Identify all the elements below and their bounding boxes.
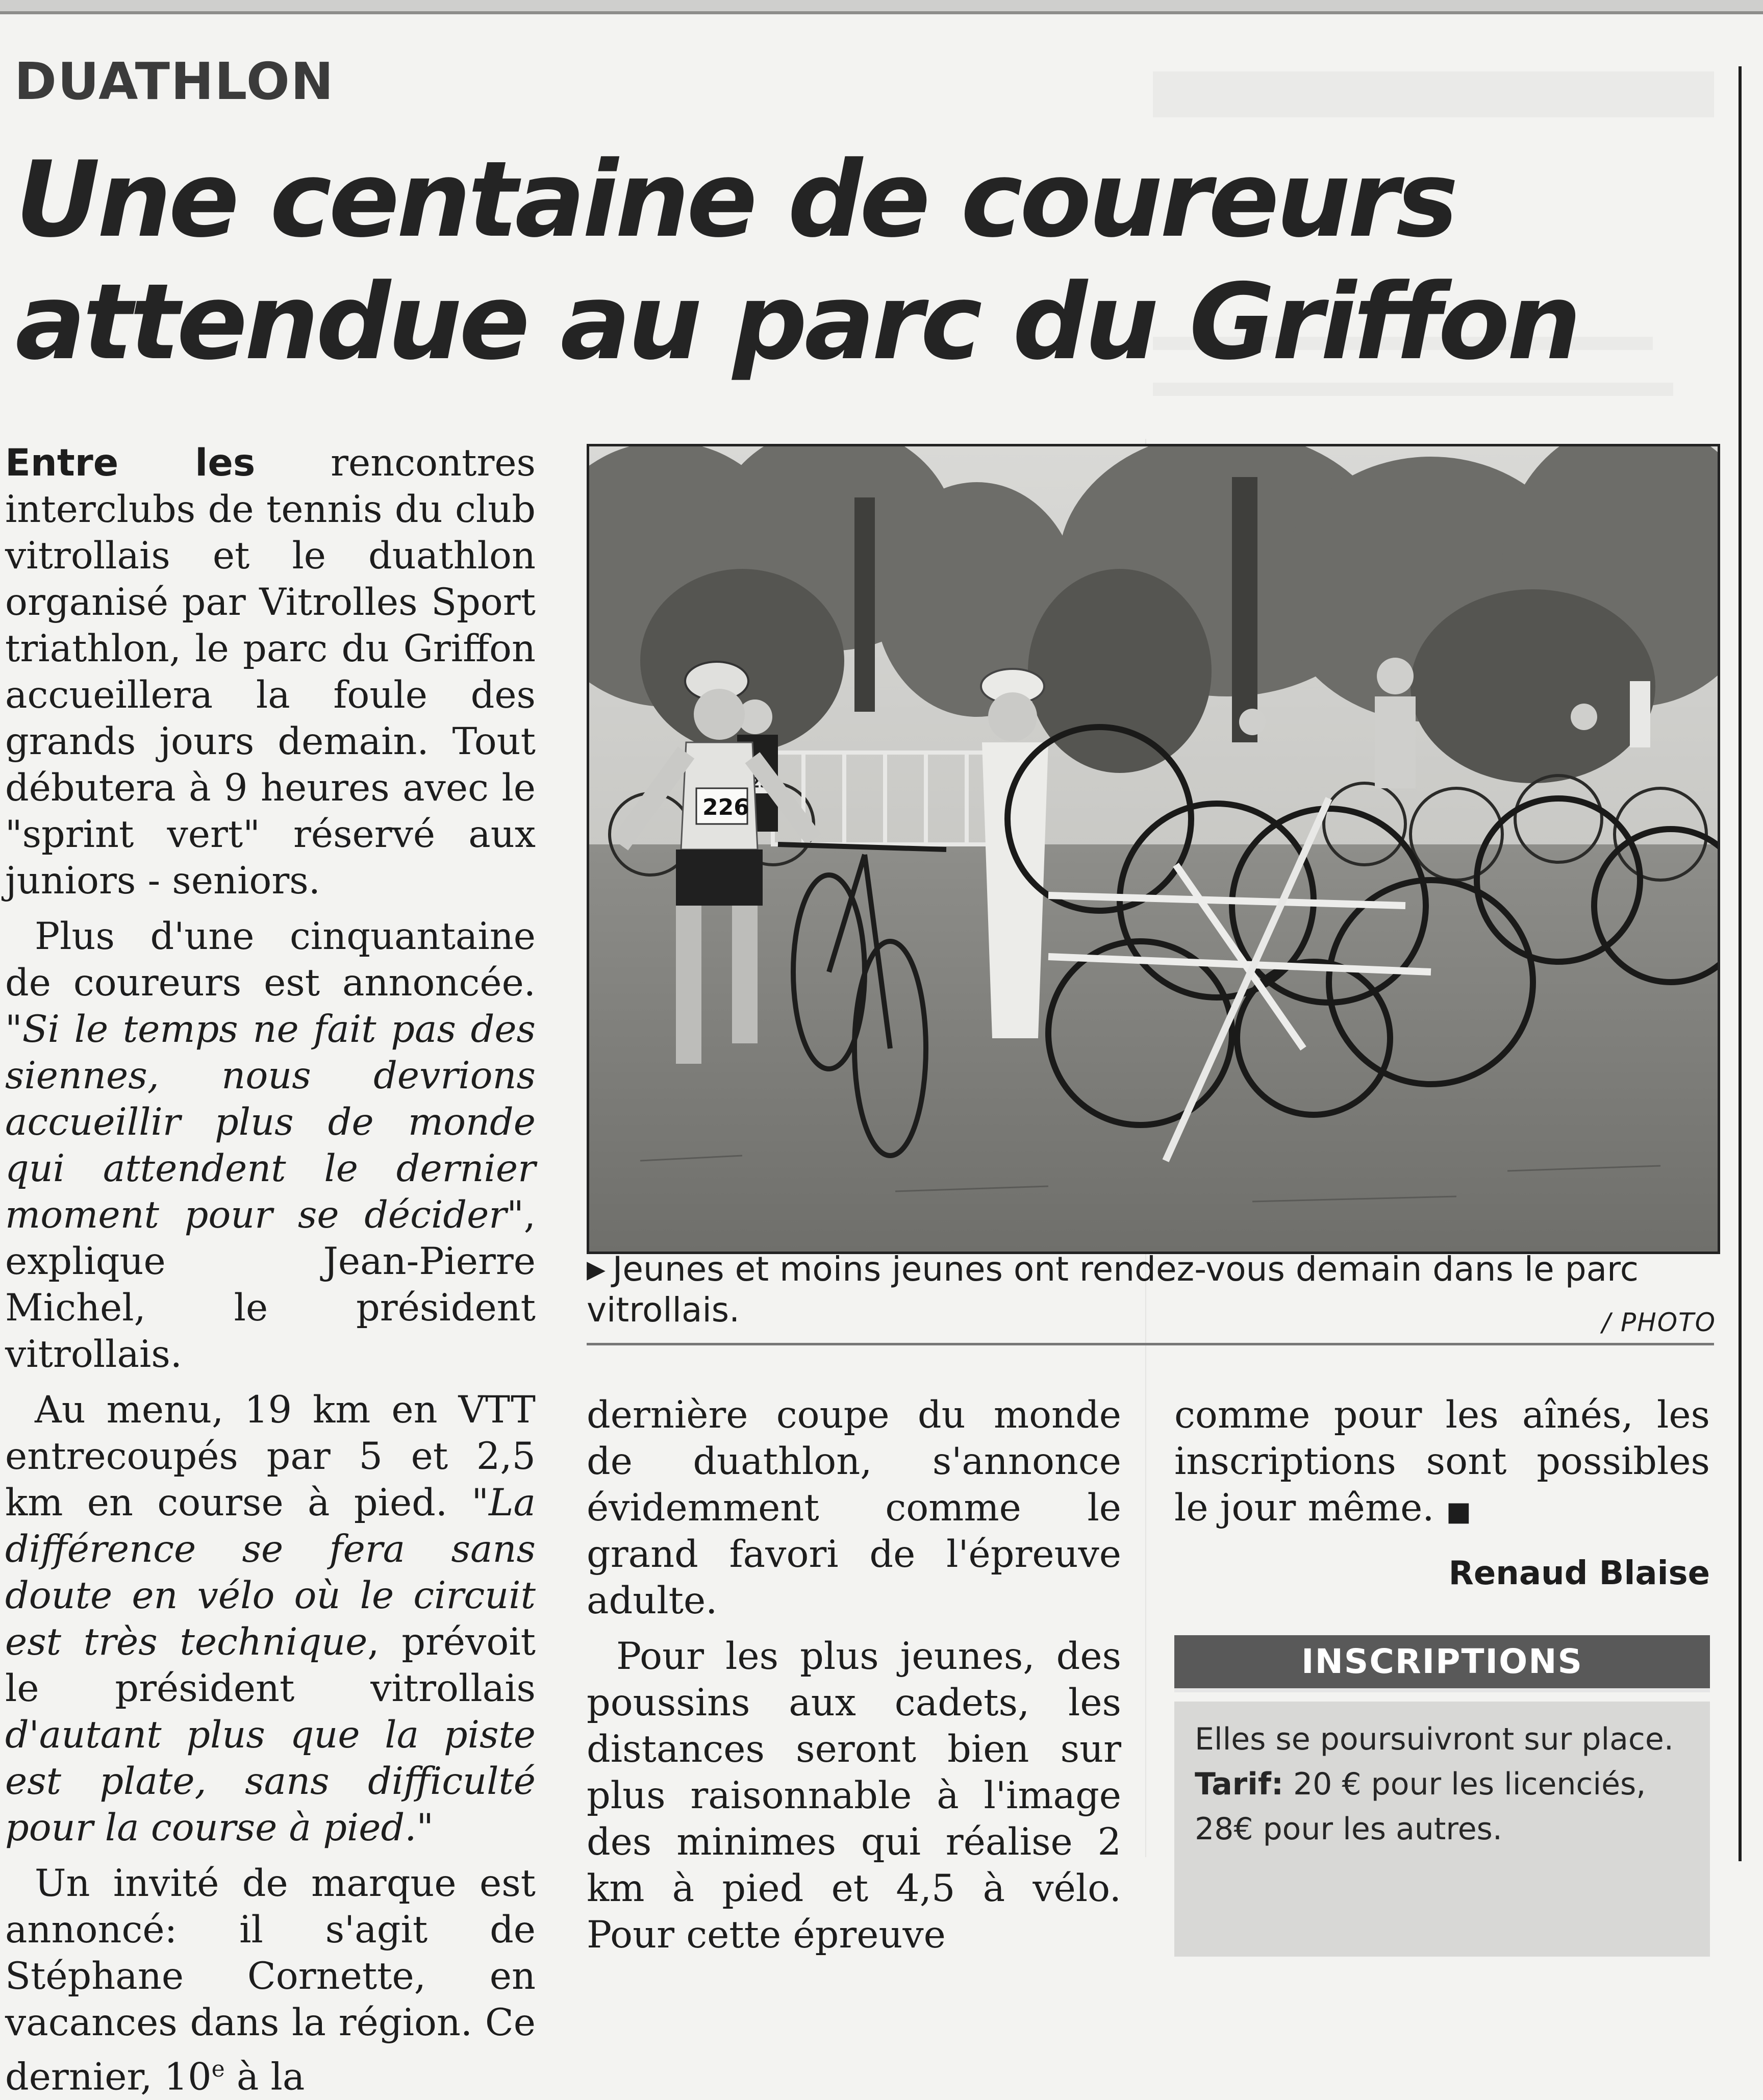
caption-rule [587,1343,1714,1345]
bib-number: 226 [702,794,749,820]
paragraph-3-text-c: " [416,1806,434,1849]
paragraph-5: dernière coupe du monde de duathlon, s'annonce évidemment comme le grand favori de l'épreuve adulte. [587,1393,1121,1622]
paragraph-4-text-a: Un invité de marque est annoncé: il s'agit de Stéphane Cornette, en vacances dans la région. Ce dernier, 10 [5,1862,536,2099]
inscriptions-box [1174,1635,1710,1957]
section-label: DUATHLON [14,52,335,111]
tarif-label: Tarif: [1195,1766,1283,1802]
paragraph-2-text-a: Plus d'une cinquantaine de coureurs est annoncée. " [5,915,536,1051]
article-column-2 [587,1392,1121,1958]
paragraph-6: Pour les plus jeunes, des poussins aux cadets, les distances seront bien sur plus raisonnable à l'image des minimes qui réalise 2 km à pied et 4,5 à vélo. Pour cette épreuve [587,1635,1121,1957]
right-column-rule [1739,66,1742,1861]
article-column-3 [1174,1392,1710,1596]
headline-line-1: Une centaine de coureurs [15,139,1455,261]
photo-credit: / PHOTO [1602,1308,1716,1337]
paragraph-2 [5,913,536,1378]
paragraph-3-text-a: Au menu, 19 km en VTT entrecoupés par 5 et 2,5 km en course à pied. " [5,1388,536,1524]
paragraph-1-text: rencontres interclubs de tennis du club vitrollais et le duathlon organisé par Vitrolles Sport triathlon, le parc du Griffon accueillera la foule des grands jours demain. Tout débutera à 9 heures avec le "sprint vert" réservé aux juniors - seniors. [5,441,536,903]
headline-line-2: attendue au parc du Griffon [15,262,1578,383]
caption-text: Jeunes et moins jeunes ont rendez-vous demain dans le parc vitrollais. [587,1249,1639,1330]
paragraph-1 [5,440,536,904]
inscriptions-title: INSCRIPTIONS [1174,1635,1710,1692]
paragraph-7 [1174,1392,1710,1535]
byline: Renaud Blaise [1448,1555,1710,1592]
photo-caption [587,1249,1716,1337]
quote-3: d'autant plus que la piste est plate, sans difficulté pour la course à pied. [5,1713,536,1849]
tarif-text: 20 € pour les licenciés, [1283,1766,1646,1802]
page-top-rule [0,11,1763,14]
inscriptions-line-1: Elles se poursuivront sur place. [1195,1721,1674,1757]
quote-2: La différence se fera sans doute en vélo où le circuit est très technique [5,1481,536,1664]
ordinal-superscript: e [211,2056,225,2082]
inscriptions-line-3: 28€ pour les autres. [1195,1811,1502,1847]
inscriptions-tarif [1195,1762,1690,1807]
paragraph-7-text: comme pour les aînés, les inscriptions sont possibles le jour même. [1174,1393,1710,1530]
paragraph-3 [5,1387,536,1851]
article-photo [587,444,1720,1254]
article-column-1 [5,440,536,2100]
paragraph-4 [5,1860,536,2100]
paragraph-4-text-b: à la [224,2055,305,2099]
page-top-border [0,0,1763,11]
duathlon-transition-photo [589,446,1718,1252]
caption-triangle-icon: ▶ [587,1255,606,1284]
paragraph-3-text-b: , prévoit le président vitrollais [5,1620,536,1710]
end-mark-icon: ■ [1446,1496,1471,1527]
lead-in: Entre les [5,441,256,485]
headline [15,139,1578,384]
paragraph-2-text-b: ", explique Jean-Pierre Michel, le président vitrollais. [5,1193,536,1376]
quote-1: Si le temps ne fait pas des siennes, nous devrions accueillir plus de monde qui attendent le dernier moment pour se décider [5,1008,536,1237]
inscriptions-body [1174,1702,1710,1957]
